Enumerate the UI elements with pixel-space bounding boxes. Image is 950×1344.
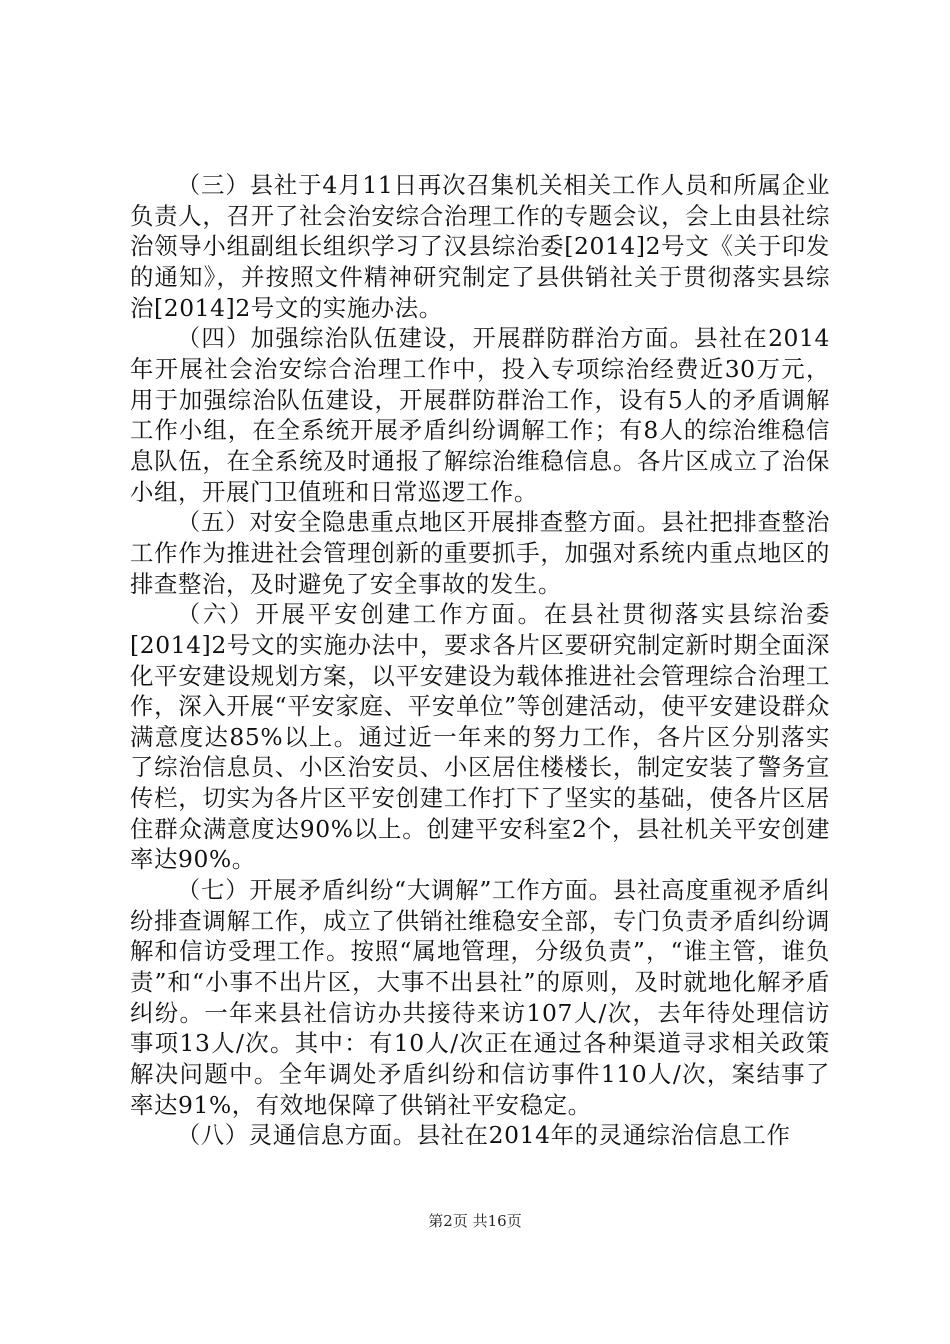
paragraph-5: （五）对安全隐患重点地区开展排查整方面。县社把排查整治工作作为推进社会管理创新的重要抓手，加强对系统内重点地区的排查整治，及时避免了安全事故的发生。	[130, 508, 830, 598]
paragraph-4: （四）加强综治队伍建设，开展群防群治方面。县社在2014年开展社会治安综合治理工作中，投入专项综治经费近30万元，用于加强综治队伍建设，开展群防群治工作，设有5人的矛盾调解工作小组，在全系统开展矛盾纠纷调解工作；有8人的综治维稳信息队伍，在全系统及时通报了解综治维稳信息。各片区成立了治保小组，开展门卫值班和日常巡逻工作。	[130, 324, 830, 506]
paragraph-6: （六）开展平安创建工作方面。在县社贯彻落实县综治委[2014]2号文的实施办法中，要求各片区要研究制定新时期全面深化平安建设规划方案，以平安建设为载体推进社会管理综合治理工作，深入开展“平安家庭、平安单位”等创建活动，使平安建设群众满意度达85%以上。通过近一年来的努力工作，各片区分别落实了综治信息员、小区治安员、小区居住楼楼长，制定安装了警务宣传栏，切实为各片区平安创建工作打下了坚实的基础，使各片区居住群众满意度达90%以上。创建平安科室2个，县社机关平安创建率达90%。	[130, 600, 830, 874]
paragraph-8: （八）灵通信息方面。县社在2014年的灵通综治信息工作	[176, 1121, 791, 1150]
paragraph-3: （三）县社于4月11日再次召集机关相关工作人员和所属企业负责人，召开了社会治安综合治理工作的专题会议，会上由县社综治领导小组副组长组织学习了汉县综治委[2014]2号文《关于印发的通知》，并按照文件精神研究制定了县供销社关于贯彻落实县综治[2014]2号文的实施办法。	[130, 171, 830, 322]
document-body	[130, 170, 830, 1151]
page-footer: 第2页 共16页	[428, 1212, 522, 1230]
paragraph-7: （七）开展矛盾纠纷“大调解”工作方面。县社高度重视矛盾纠纷排查调解工作，成立了供销社维稳安全部，专门负责矛盾纠纷调解和信访受理工作。按照“属地管理，分级负责”，“谁主管，谁负责”和“小事不出片区，大事不出县社”的原则，及时就地化解矛盾纠纷。一年来县社信访办共接待来访107人/次，去年待处理信访事项13人/次。其中：有10人/次正在通过各种渠道寻求相关政策解决问题中。全年调处矛盾纠纷和信访事件110人/次，案结事了率达91%，有效地保障了供销社平安稳定。	[130, 876, 830, 1119]
